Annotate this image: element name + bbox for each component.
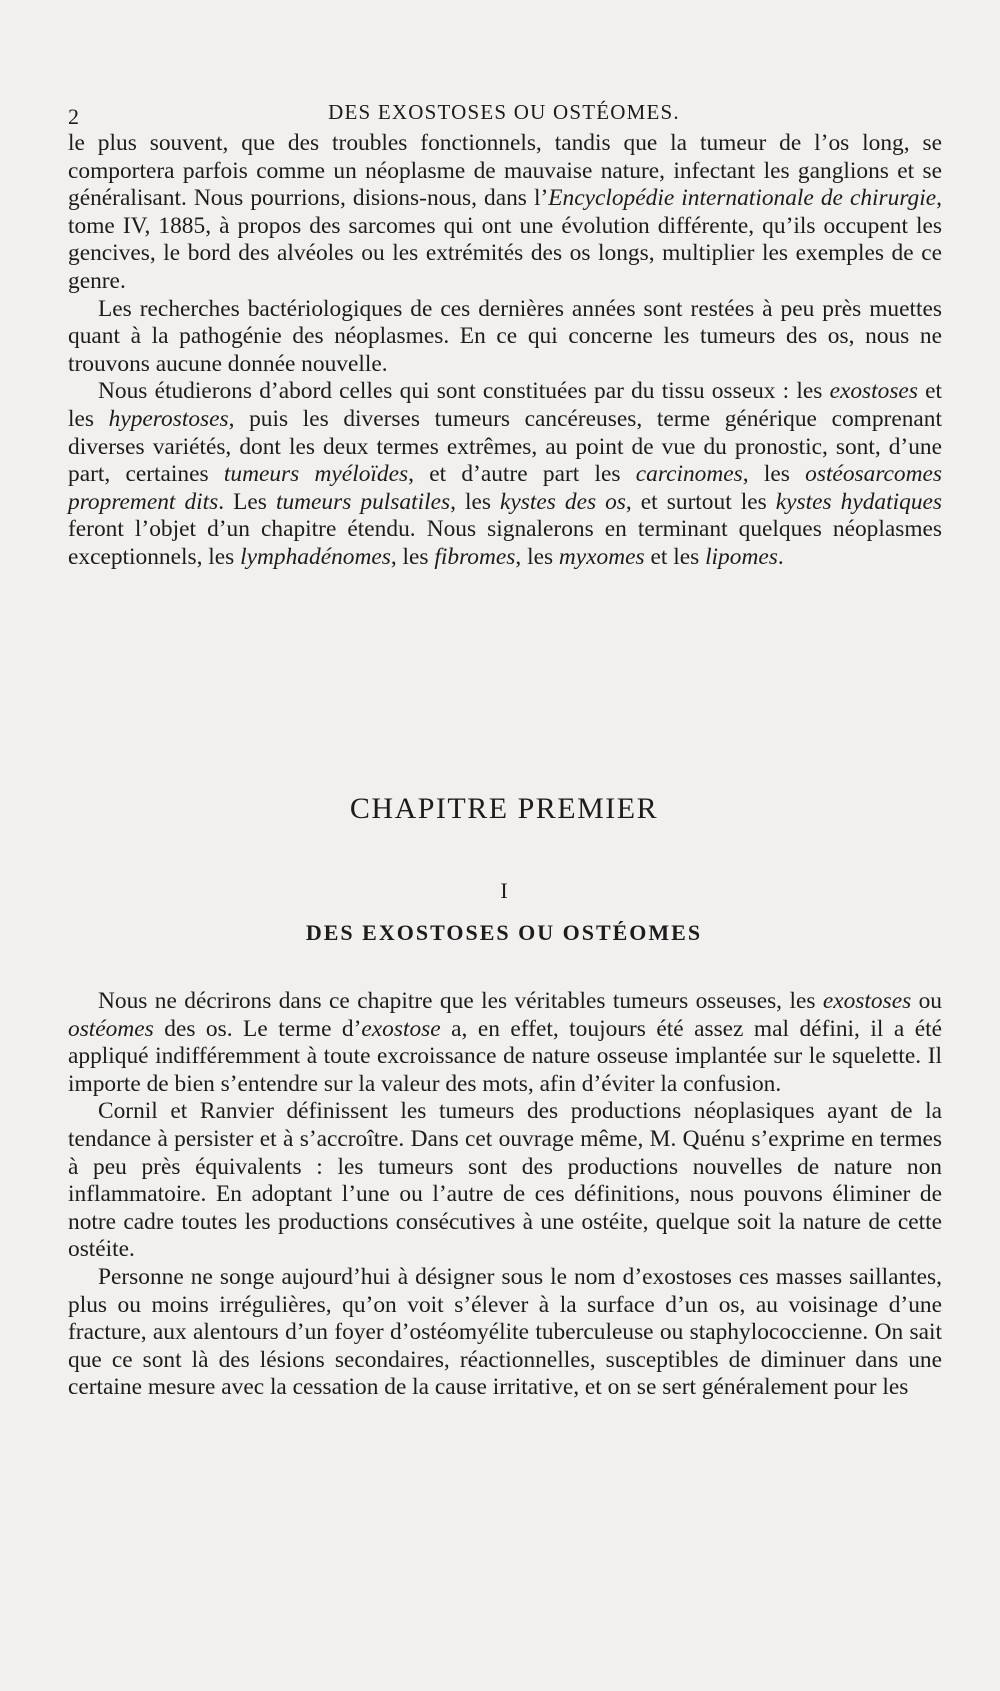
chapter-title: CHAPITRE PREMIER [349,792,659,825]
paragraph-3: Nous étudierons d’abord celles qui sont constituées par du tissu osseux : les exostoses et les hyperostoses, puis les diverses tumeurs cancéreuses, terme générique comprenant diverses variétés, dont les deux termes extrêmes, au point de vue du pronostic, sont, d’une part, certaines tumeurs myéloïdes, et d’autre part les carcinomes, les ostéosarcomes proprement dits. Les tumeurs pulsatiles, les kystes des os, et surtout les kystes hydatiques feront l’objet d’un chapitre étendu. Nous signalerons en terminant quelques néoplasmes exceptionnels, les lymphadénomes, les fibromes, les myxomes et les lipomes. [68,378,943,570]
page-number: 2 [68,104,79,129]
italic-term: Encyclopédie internationale de chirurgie [548,185,937,212]
paragraph-1: le plus souvent, que des troubles fonctionnels, tandis que la tumeur de l’os long, se comportera parfois comme un néoplasme de mauvaise nature, infectant les ganglions et se généralisant. Nous pourrions, disions-nous, dans l’Encyclopédie internationale de chirurgie, tome IV, 1885, à propos des sarcomes qui ont une évolution différente, qu’ils occupent les gencives, le bord des alvéoles ou les extrémités des os longs, multiplier les exemples de ce genre. [68,130,942,294]
paragraph-2: Les recherches bactériologiques de ces dernières années sont restées à peu près muettes quant à la pathogénie des néoplasmes. En ce qui concerne les tumeurs des os, nous ne trouvons aucune donnée nouvelle. [68,295,942,377]
section-number: I [500,878,508,903]
paragraph-5: Cornil et Ranvier définissent les tumeurs des productions néoplasiques ayant de la tendance à persister et à s’accroître. Dans cet ouvrage même, M. Quénu s’exprime en termes à peu près équivalents : les tumeurs sont des productions nouvelles de nature non inflammatoire. En adoptant l’une ou l’autre de ces définitions, nous pouvons éliminer de notre cadre toutes les productions consécutives à une ostéite, quelque soit la nature de cette ostéite. [68,1098,942,1263]
paragraph-4: Nous ne décrirons dans ce chapitre que les véritables tumeurs osseuses, les exostoses ou ostéomes des os. Le terme d’exostose a, en effet, toujours été assez mal défini, il a été appliqué indifféremment à toute excroissance de nature osseuse implantée sur le squelette. Il importe de bien s’entendre sur la valeur des mots, afin d’éviter la confusion. [68,988,942,1097]
running-head [68,100,940,130]
body-text-top [68,130,942,572]
section-title: DES EXOSTOSES OU OSTÉOMES [305,920,703,945]
running-title: DES EXOSTOSES OU OSTÉOMES. [328,100,680,124]
paragraph-6: Personne ne songe aujourd’hui à désigner sous le nom d’exostoses ces masses saillantes, plus ou moins irrégulières, qu’on voit s’élever à la surface d’un os, au voisinage d’une fracture, aux alentours d’un foyer d’ostéomyélite tuberculeuse ou staphylococcienne. On sait que ce sont là des lésions secondaires, réactionnelles, susceptibles de diminuer dans une certaine mesure avec la cessation de la cause irritative, et on se sert généralement pour les [68,1263,942,1401]
body-text-bottom [68,988,942,1402]
